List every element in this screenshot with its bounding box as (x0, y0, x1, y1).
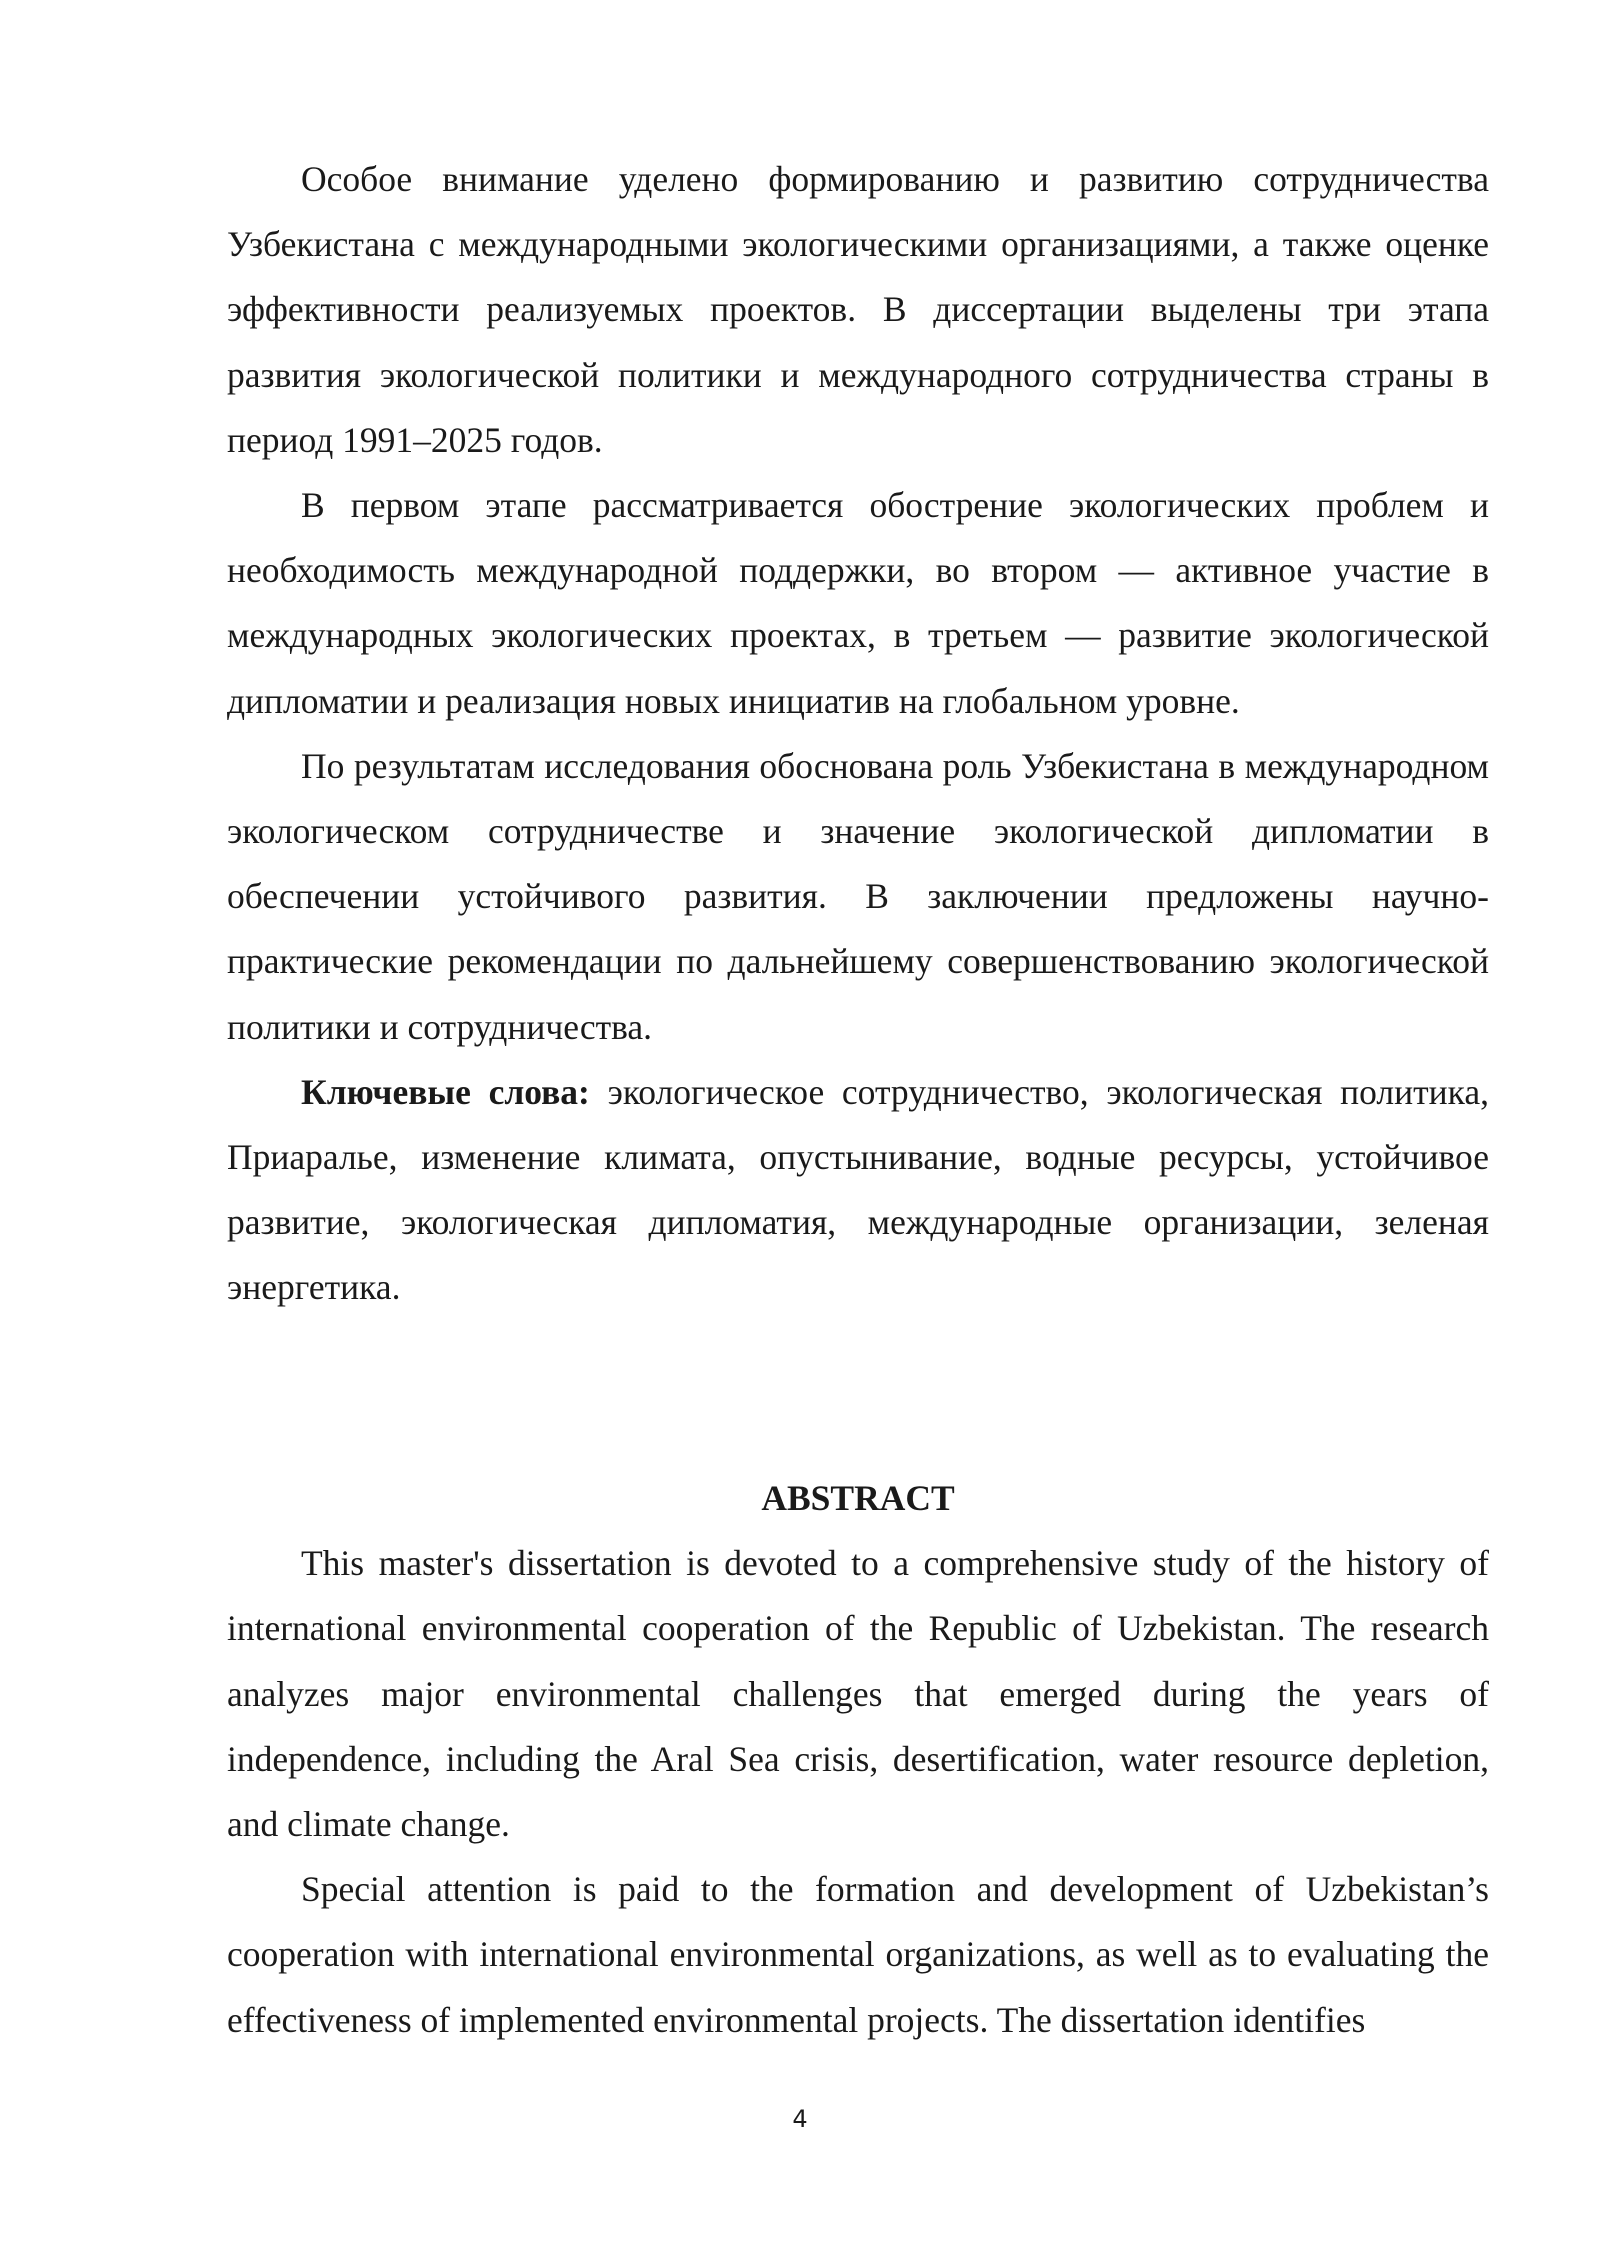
body-paragraph: This master's dissertation is devoted to a comprehensive study of the history of international environmental cooperation of the Republic of Uzbekistan. The research analyzes major environmental challenges that emerged during the years of independence, including the Aral Sea crisis, desertification, water resource depletion, and climate change. (227, 1543, 1489, 1845)
body-paragraph: По результатам исследования обоснована роль Узбекистана в международном экологическом сотрудничестве и значение экологической дипломатии в обеспечении устойчивого развития. В заключении предложены научно-практические рекомендации по дальнейшему совершенствованию экологической политики и сотрудничества. (227, 745, 1489, 1047)
abstract-heading: ABSTRACT (761, 1478, 955, 1518)
page-number: 4 (792, 2105, 808, 2133)
keywords-text: экологическое сотрудничество, экологическая политика, Приаралье, изменение климата, опустынивание, водные ресурсы, устойчивое развитие, экологическая дипломатия, международные организации, зеленая энергетика. (227, 1071, 1489, 1308)
body-paragraph: В первом этапе рассматривается обострение экологических проблем и необходимость международной поддержки, во втором — активное участие в международных экологических проектах, в третьем — развитие экологической дипломатии и реализация новых инициатив на глобальном уровне. (227, 485, 1489, 721)
abstract-section (227, 1466, 1489, 2053)
keywords-paragraph (227, 1060, 1489, 1321)
russian-summary-section (227, 147, 1489, 1321)
body-paragraph: Особое внимание уделено формированию и развитию сотрудничества Узбекистана с международными экологическими организациями, а также оценке эффективности реализуемых проектов. В диссертации выделены три этапа развития экологической политики и международного сотрудничества страны в период 1991–2025 годов. (227, 159, 1489, 460)
keywords-label: Ключевые слова: (301, 1071, 590, 1112)
body-paragraph: Special attention is paid to the formation and development of Uzbekistan’s cooperation with international environmental organizations, as well as to evaluating the effectiveness of implemented environmental projects. The dissertation identifies (227, 1869, 1489, 2040)
